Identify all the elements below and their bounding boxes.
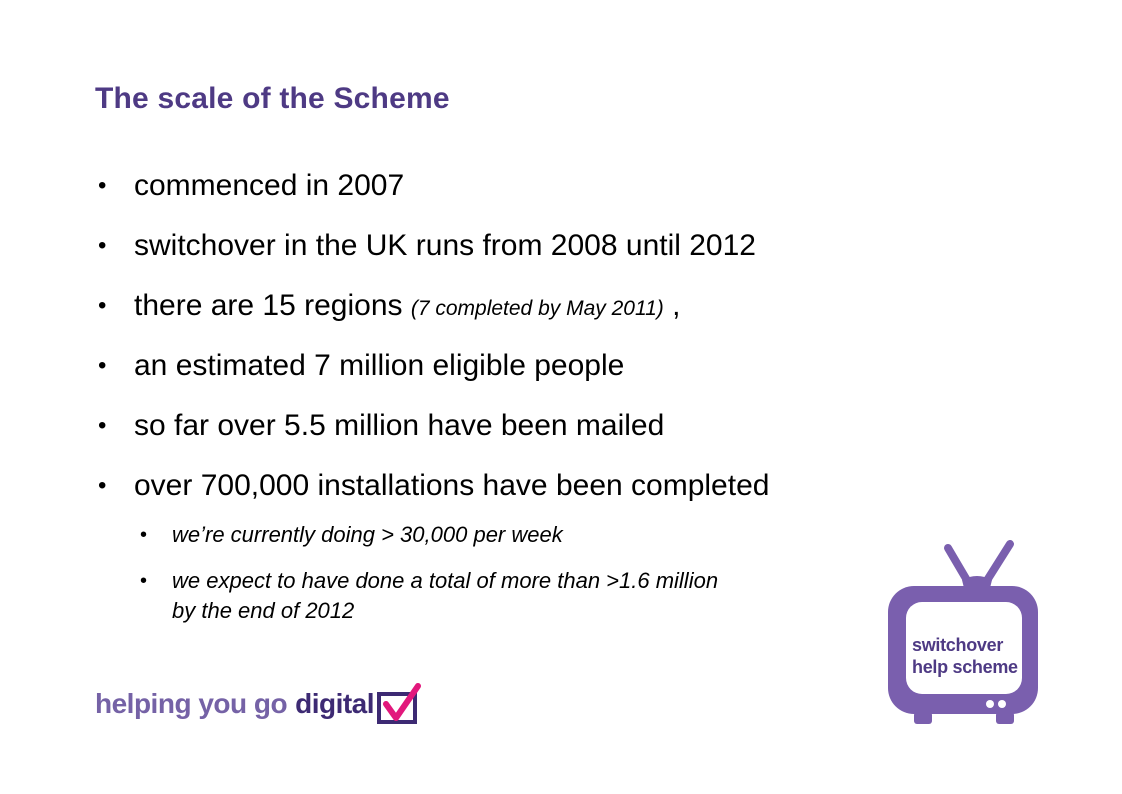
logo-line-2: help scheme (912, 657, 1018, 677)
bullet-item (98, 404, 978, 464)
bullet-list (98, 164, 978, 524)
bullet-text-group (134, 284, 680, 331)
tv-logo-icon (886, 540, 1042, 726)
bullet-item (98, 284, 978, 344)
bullet-dot: • (98, 172, 107, 199)
bullet-dot: • (98, 232, 107, 259)
sub-bullet-dot: • (140, 524, 148, 546)
logo-line-1: switchover (912, 635, 1004, 655)
bullet-text: over 700,000 installations have been completed (134, 469, 770, 502)
bullet-dot: • (98, 292, 107, 319)
sub-bullet-item (140, 520, 760, 550)
checkbox-tick-icon (376, 682, 424, 726)
bullet-text: so far over 5.5 million have been mailed (134, 409, 665, 442)
bullet-item (98, 224, 978, 284)
slide-title: The scale of the Scheme (95, 82, 450, 115)
bullet-text: switchover in the UK runs from 2008 until 2012 (134, 229, 756, 262)
bullet-text: an estimated 7 million eligible people (134, 349, 625, 382)
bullet-suffix: , (663, 289, 681, 322)
bullet-note: (7 completed by May 2011) (410, 297, 664, 320)
bullet-text: there are 15 regions (134, 289, 411, 322)
brand-tagline (95, 682, 424, 726)
sub-bullet-list (140, 520, 760, 642)
bullet-dot: • (98, 472, 107, 499)
sub-bullet-item (140, 566, 760, 626)
logo-label (912, 634, 1018, 678)
bullet-dot: • (98, 352, 107, 379)
sub-bullet-dot: • (140, 570, 148, 592)
bullet-text: commenced in 2007 (134, 169, 405, 202)
sub-bullet-text: we’re currently doing > 30,000 per week (172, 522, 563, 547)
sub-bullet-text: we expect to have done a total of more than >1.6 million by the end of 2012 (172, 568, 719, 623)
bullet-item (98, 464, 978, 524)
tagline-part-2: digital (295, 688, 375, 719)
tagline-part-1: helping you go (95, 688, 288, 719)
bullet-dot: • (98, 412, 107, 439)
bullet-item (98, 164, 978, 224)
bullet-item (98, 344, 978, 404)
